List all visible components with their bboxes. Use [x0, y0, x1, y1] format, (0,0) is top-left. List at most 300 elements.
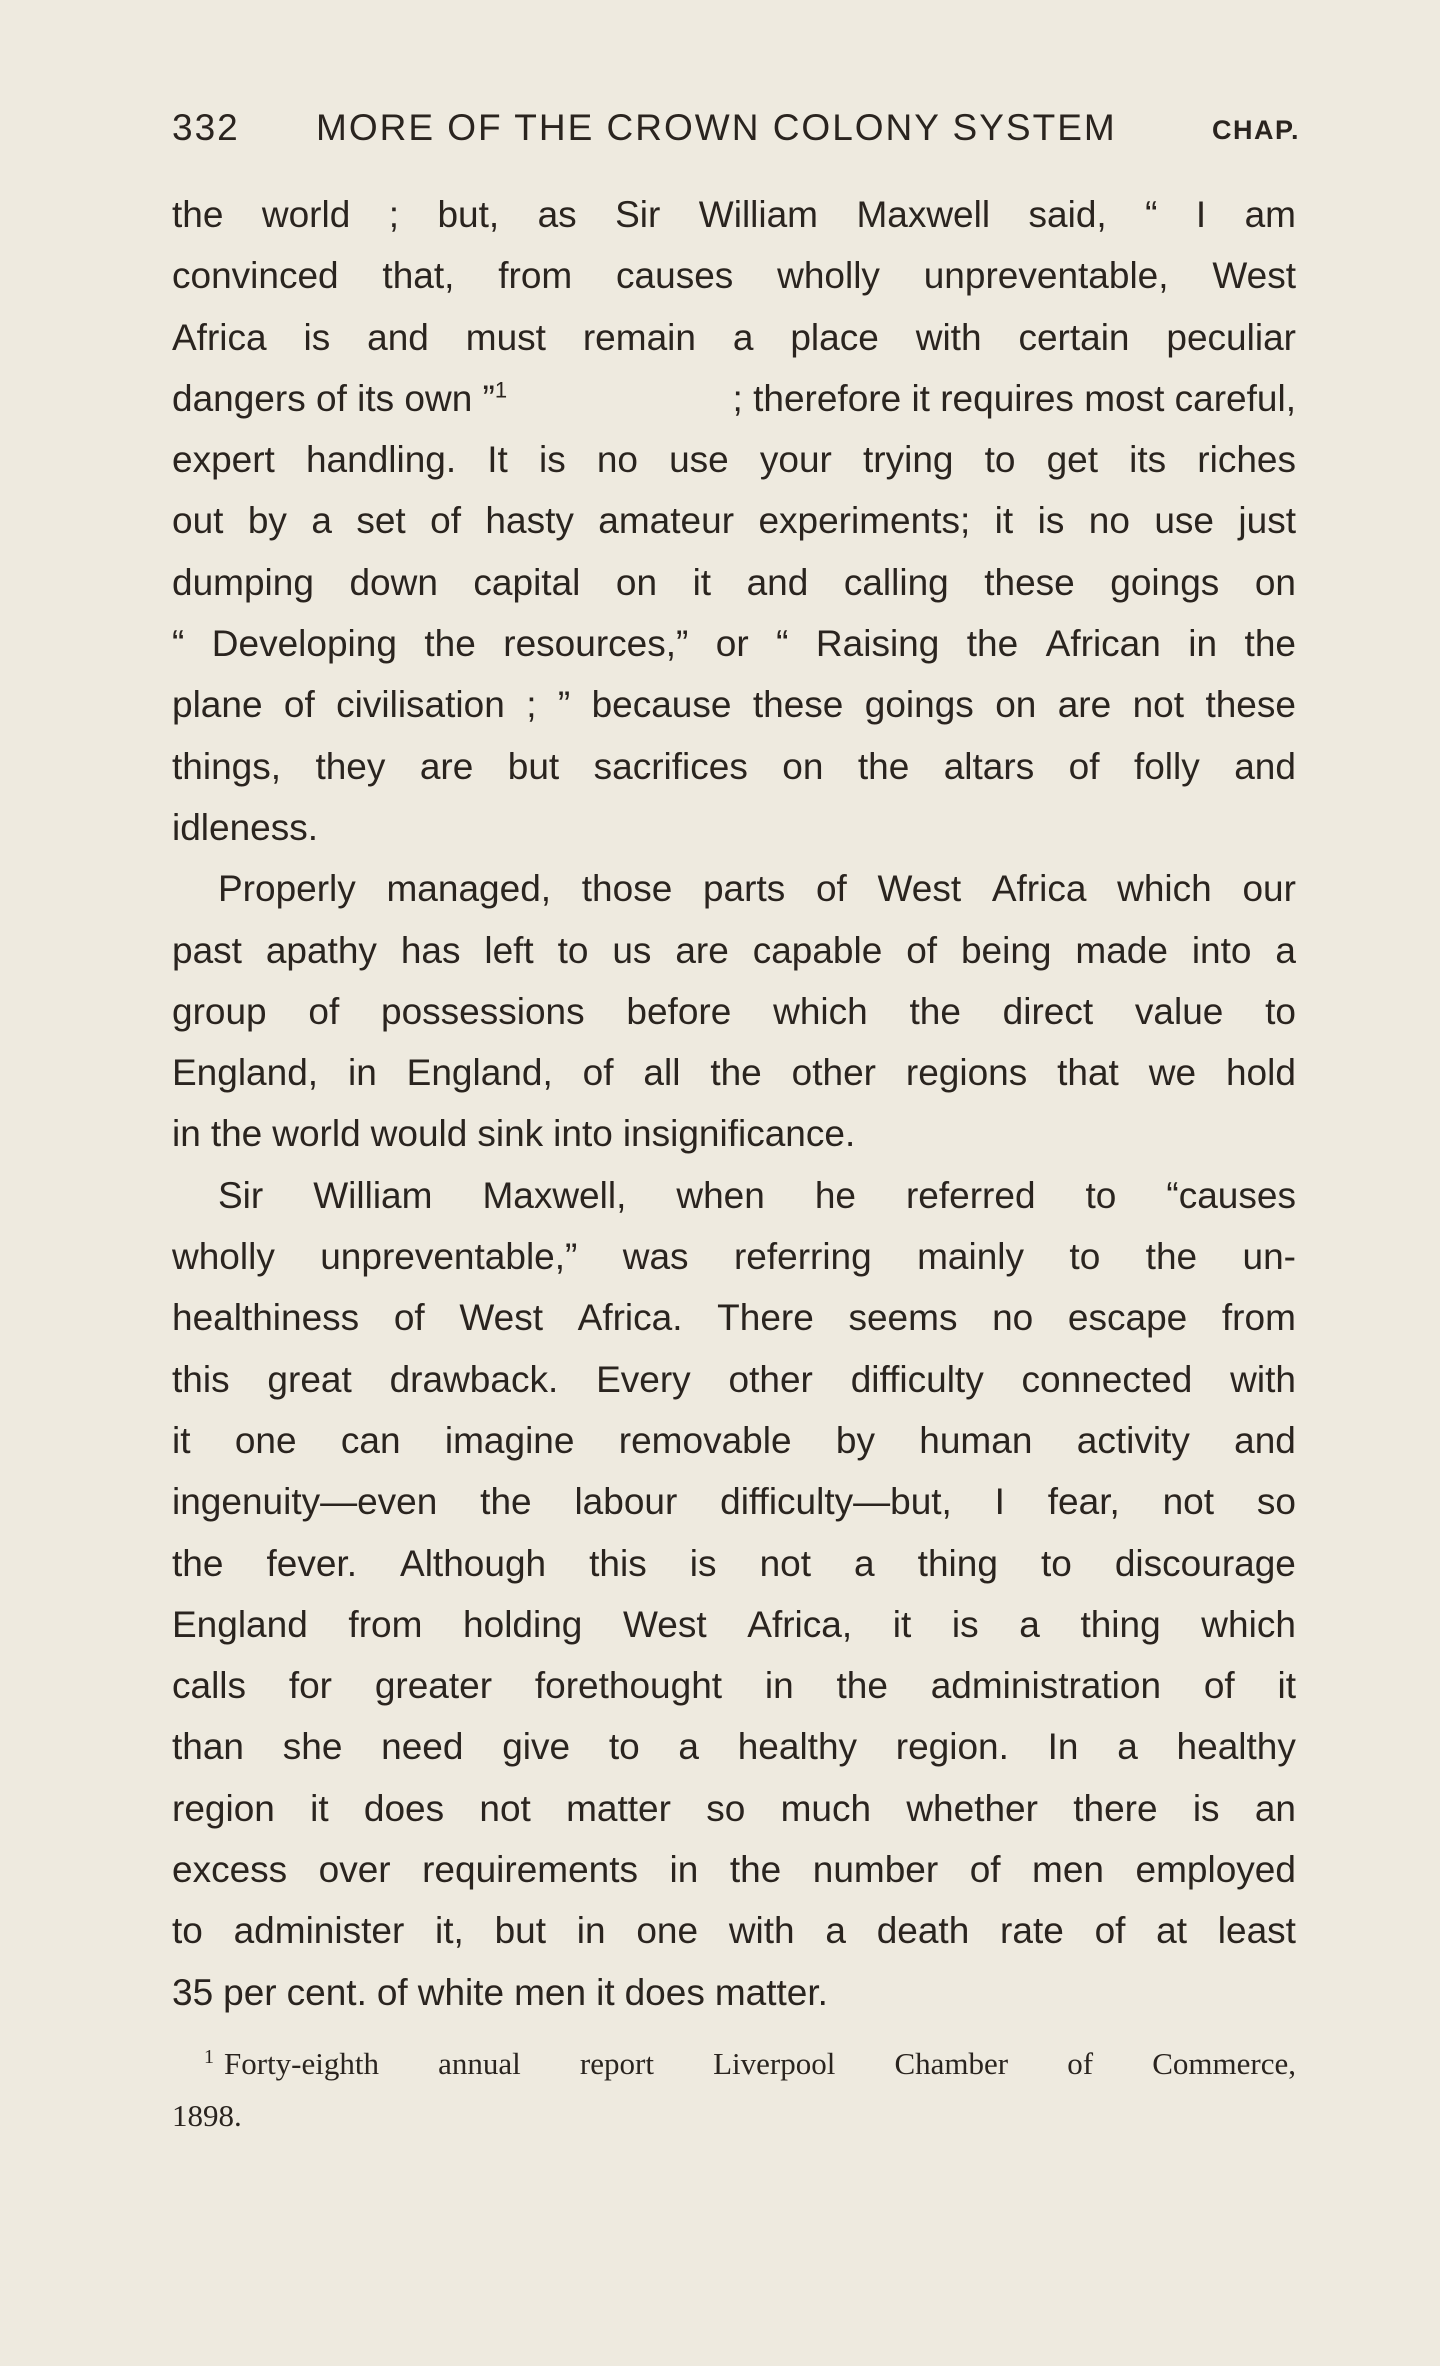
word: down — [349, 561, 438, 603]
word: all — [643, 1052, 681, 1094]
word: death — [876, 1910, 970, 1952]
text-line — [172, 307, 1296, 368]
paragraph-3 — [172, 1165, 1296, 2023]
word: of — [906, 929, 938, 971]
word: of — [308, 990, 340, 1032]
word: per — [223, 1971, 277, 2013]
word: before — [626, 990, 732, 1032]
word: by — [247, 500, 287, 542]
word: and — [367, 316, 429, 358]
word: because — [591, 684, 732, 726]
word: least — [1217, 1910, 1296, 1952]
word: things, — [172, 745, 282, 787]
word: possessions — [381, 990, 585, 1032]
running-header — [172, 100, 1300, 156]
word: peculiar — [1166, 316, 1296, 358]
word: not — [1132, 684, 1185, 726]
word: to — [608, 1726, 640, 1768]
word: in — [1188, 623, 1218, 665]
word: with — [915, 316, 982, 358]
word: imagine — [444, 1419, 575, 1461]
word: its — [1129, 439, 1167, 481]
word: and — [746, 561, 809, 603]
line-text-before-note: dangers of its own ” — [172, 377, 495, 419]
word: cent. — [286, 1971, 367, 2013]
word: administration — [930, 1665, 1162, 1707]
word: not — [1162, 1481, 1215, 1523]
word: a — [825, 1910, 846, 1952]
word: other — [728, 1358, 813, 1400]
word: this — [589, 1542, 647, 1584]
word: at — [1156, 1910, 1188, 1952]
word: causes — [616, 255, 734, 297]
word: no — [596, 439, 638, 481]
word: insignificance. — [622, 1113, 856, 1155]
word: but — [494, 1910, 547, 1952]
word: the — [210, 1113, 263, 1155]
word: in — [669, 1849, 699, 1891]
word: of — [430, 500, 461, 542]
word: labour — [574, 1481, 678, 1523]
text-line — [172, 1594, 1296, 1655]
word: West — [459, 1297, 543, 1339]
word: of — [1094, 1910, 1126, 1952]
word: can — [340, 1419, 401, 1461]
word: so — [706, 1787, 746, 1829]
word: seems — [848, 1297, 958, 1339]
word: Forty-eighth — [224, 2046, 379, 2081]
word: ; — [388, 194, 400, 235]
word: amateur — [598, 500, 735, 542]
word: would — [370, 1113, 468, 1155]
word: West — [877, 868, 962, 910]
word: one — [234, 1419, 297, 1461]
page-number: 332 — [172, 107, 240, 148]
word: Commerce, — [1152, 2046, 1296, 2081]
word: Africa, — [747, 1603, 853, 1645]
word: drawback. — [389, 1358, 559, 1400]
word: place — [790, 316, 879, 358]
word: human — [919, 1419, 1033, 1461]
word: healthy — [1176, 1726, 1296, 1768]
word: use — [1154, 500, 1214, 542]
text-line — [172, 1226, 1296, 1287]
word: healthiness — [172, 1297, 360, 1339]
word: a — [1117, 1726, 1138, 1768]
text-line — [172, 1778, 1296, 1839]
word: in — [172, 1113, 201, 1155]
word: employed — [1135, 1849, 1296, 1891]
word: mainly — [917, 1236, 1025, 1278]
word: Liverpool — [713, 2046, 836, 2081]
word: made — [1075, 929, 1168, 971]
word: world — [261, 194, 351, 235]
word: plane — [172, 684, 263, 726]
word: England — [172, 1603, 308, 1645]
word: administer — [233, 1910, 405, 1952]
word: the — [480, 1481, 532, 1523]
word: escape — [1067, 1297, 1188, 1339]
word: annual — [438, 2046, 521, 2081]
word: report — [579, 2046, 654, 2081]
word: no — [992, 1297, 1034, 1339]
word: to — [1265, 990, 1296, 1032]
word: just — [1238, 500, 1296, 542]
word: the — [1244, 623, 1296, 665]
paragraph-2 — [172, 858, 1296, 1164]
word: Maxwell, — [482, 1174, 627, 1216]
text-line — [172, 674, 1296, 735]
word: to — [1040, 1542, 1072, 1584]
word: of — [1203, 1665, 1235, 1707]
word: un- — [1242, 1236, 1296, 1278]
word: ” — [557, 684, 571, 726]
text-line — [172, 429, 1296, 490]
word: apathy — [265, 929, 377, 971]
word: it — [1277, 1665, 1296, 1707]
word: value — [1134, 990, 1224, 1032]
word: of — [393, 1297, 425, 1339]
word: West — [1212, 255, 1296, 297]
word: but — [507, 745, 560, 787]
word: no — [1088, 500, 1130, 542]
word: is — [689, 1542, 717, 1584]
word: Africa. — [577, 1297, 683, 1339]
word: thing — [1080, 1603, 1161, 1645]
word: said, — [1028, 194, 1107, 235]
word: rate — [1000, 1910, 1064, 1952]
word: region — [172, 1787, 275, 1829]
word: referred — [905, 1174, 1036, 1216]
word: fear, — [1047, 1481, 1120, 1523]
word: that — [1057, 1052, 1119, 1094]
word: number — [812, 1849, 939, 1891]
word: on — [1254, 561, 1296, 603]
word: In — [1047, 1726, 1079, 1768]
word: is — [303, 316, 331, 358]
word: get — [1046, 439, 1099, 481]
word: civilisation — [336, 684, 505, 726]
word: the — [424, 623, 476, 665]
word: our — [1242, 868, 1296, 910]
word: into — [1191, 929, 1252, 971]
word: removable — [618, 1419, 792, 1461]
word: am — [1244, 194, 1296, 235]
word: fever. — [266, 1542, 357, 1584]
word: the — [857, 745, 910, 787]
word: unpreventable, — [923, 255, 1169, 297]
body-text — [172, 184, 1296, 2023]
word: it — [596, 1971, 615, 2013]
text-line — [172, 1839, 1296, 1900]
word: sink — [477, 1113, 544, 1155]
text-line — [172, 613, 1296, 674]
word: a — [854, 1542, 875, 1584]
word: out — [172, 500, 224, 542]
word: great — [267, 1358, 352, 1400]
word: forethought — [534, 1665, 723, 1707]
text-line — [172, 797, 1296, 858]
word: of — [1067, 2046, 1094, 2081]
word: for — [288, 1665, 333, 1707]
word: these — [752, 684, 844, 726]
word: from — [1221, 1297, 1296, 1339]
text-line — [172, 1349, 1296, 1410]
word: wholly — [777, 255, 880, 297]
word: this — [172, 1358, 230, 1400]
word: into — [553, 1113, 613, 1155]
footnote-line — [172, 2038, 1296, 2090]
word: as — [537, 194, 577, 235]
word: set — [356, 500, 406, 542]
line-before-note — [172, 368, 507, 429]
word: or — [715, 623, 749, 665]
word: whether — [906, 1787, 1038, 1829]
word: handling. — [305, 439, 457, 481]
word: of — [283, 684, 315, 726]
word: to — [1085, 1174, 1117, 1216]
word: a — [732, 316, 754, 358]
word: difficulty—but, — [720, 1481, 952, 1523]
word: it — [172, 1419, 191, 1461]
chapter-label: CHAP. — [1211, 115, 1300, 145]
word: resources,” — [503, 623, 689, 665]
word: much — [780, 1787, 872, 1829]
word: the — [1145, 1236, 1198, 1278]
word: are — [1057, 684, 1112, 726]
word: excess — [172, 1849, 288, 1891]
word: connected — [1021, 1358, 1193, 1400]
text-line — [172, 736, 1296, 797]
word: she — [282, 1726, 343, 1768]
footnote-line — [172, 2090, 1296, 2142]
footnote-year: 1898. — [172, 2098, 242, 2133]
text-line — [172, 920, 1296, 981]
word: past — [172, 929, 242, 971]
word: being — [960, 929, 1052, 971]
word: There — [717, 1297, 814, 1339]
word: to — [1069, 1236, 1101, 1278]
text-line — [172, 1287, 1296, 1348]
word: calling — [843, 561, 949, 603]
word: of — [815, 868, 847, 910]
word: riches — [1197, 439, 1296, 481]
word: discourage — [1114, 1542, 1296, 1584]
word: thing — [917, 1542, 998, 1584]
word: regions — [905, 1052, 1028, 1094]
text-line — [172, 490, 1296, 551]
word: altars — [943, 745, 1035, 787]
word: us — [612, 929, 652, 971]
word: certain — [1018, 316, 1130, 358]
word: ingenuity—even — [172, 1481, 438, 1523]
word: was — [622, 1236, 689, 1278]
word: Sir — [615, 194, 661, 235]
word: a — [311, 500, 332, 542]
word: dumping — [172, 561, 314, 603]
word: on — [995, 684, 1037, 726]
word: expert — [172, 439, 275, 481]
word: than — [172, 1726, 245, 1768]
word: trying — [863, 439, 954, 481]
word: healthy — [737, 1726, 858, 1768]
word: on — [615, 561, 658, 603]
word: it, — [435, 1910, 464, 1952]
word: capital — [473, 561, 581, 603]
word: calls — [172, 1665, 247, 1707]
word: wholly — [172, 1236, 275, 1278]
word: the — [172, 194, 224, 235]
word: not — [759, 1542, 811, 1584]
word: white — [417, 1971, 505, 2013]
word: is — [1037, 500, 1065, 542]
word: Properly — [218, 868, 356, 910]
text-line — [172, 1103, 1296, 1164]
word: managed, — [386, 868, 552, 910]
word: hasty — [485, 500, 574, 542]
word: of — [376, 1971, 408, 2013]
paragraph-1 — [172, 184, 1296, 858]
word: which — [1201, 1603, 1296, 1645]
word: left — [484, 929, 534, 971]
word: England, — [406, 1052, 553, 1094]
footnote — [172, 2038, 1296, 2142]
word: not — [479, 1787, 531, 1829]
word: with — [1230, 1358, 1296, 1400]
word: it — [310, 1787, 329, 1829]
word: holding — [463, 1603, 583, 1645]
word: one — [636, 1910, 699, 1952]
word: experiments; — [758, 500, 971, 542]
word: Raising — [815, 623, 940, 665]
word: we — [1148, 1052, 1197, 1094]
word: unpreventable,” — [320, 1236, 578, 1278]
word: which — [773, 990, 868, 1032]
word: requirements — [422, 1849, 639, 1891]
word: other — [791, 1052, 876, 1094]
word: these — [984, 561, 1075, 603]
word: difficulty — [850, 1358, 984, 1400]
word: greater — [374, 1665, 493, 1707]
word: activity — [1076, 1419, 1190, 1461]
word: England, — [172, 1052, 319, 1094]
word: group — [172, 990, 267, 1032]
word: use — [669, 439, 729, 481]
word: does — [624, 1971, 705, 2013]
word: hold — [1225, 1052, 1296, 1094]
word: to — [172, 1910, 203, 1952]
word: Chamber — [894, 2046, 1009, 2081]
word: over — [318, 1849, 391, 1891]
word: with — [728, 1910, 795, 1952]
word: in — [576, 1910, 606, 1952]
word: in — [347, 1052, 377, 1094]
text-line-with-note — [172, 368, 1296, 429]
text-line — [172, 184, 1296, 245]
word: William — [698, 194, 818, 235]
word: remain — [582, 316, 696, 358]
word: Maxwell — [856, 194, 991, 235]
word: I — [994, 1481, 1005, 1523]
word: convinced — [172, 255, 339, 297]
word: that, — [382, 255, 455, 297]
word: of — [1068, 745, 1100, 787]
running-title: MORE OF THE CROWN COLONY SYSTEM — [316, 107, 1117, 148]
text-line — [172, 1900, 1296, 1961]
word: the — [966, 623, 1019, 665]
word: “ — [1145, 194, 1158, 235]
word: so — [1256, 1481, 1296, 1523]
word: men — [514, 1971, 587, 2013]
word: of — [582, 1052, 614, 1094]
text-line — [172, 1165, 1296, 1226]
word: of — [969, 1849, 1001, 1891]
word: your — [759, 439, 832, 481]
word: “ — [776, 623, 789, 665]
word: is — [1192, 1787, 1220, 1829]
word: referring — [733, 1236, 872, 1278]
word: matter. — [714, 1971, 828, 2013]
footnote-reference: 1 — [494, 377, 508, 403]
word: parts — [702, 868, 786, 910]
word: African — [1045, 623, 1161, 665]
word: when — [676, 1174, 765, 1216]
word: need — [381, 1726, 464, 1768]
word: are — [675, 929, 729, 971]
word: to — [557, 929, 589, 971]
word: I — [1195, 194, 1207, 235]
word: which — [1117, 868, 1212, 910]
text-line — [172, 1962, 1296, 2023]
text-line — [172, 245, 1296, 306]
word: in — [764, 1665, 794, 1707]
line-text-after-note: ; therefore it requires most careful, — [732, 377, 1296, 419]
word: to — [984, 439, 1016, 481]
word: capable — [752, 929, 883, 971]
word: these — [1205, 684, 1296, 726]
text-line — [172, 1655, 1296, 1716]
word: are — [419, 745, 474, 787]
word: goings — [864, 684, 974, 726]
word: on — [782, 745, 824, 787]
word: Africa — [991, 868, 1087, 910]
text-line — [172, 1533, 1296, 1594]
word: there — [1073, 1787, 1158, 1829]
word: it — [994, 500, 1014, 542]
word: from — [498, 255, 573, 297]
word: the — [729, 1849, 782, 1891]
word: world — [272, 1113, 361, 1155]
word: and — [1234, 745, 1296, 787]
word: give — [502, 1726, 571, 1768]
word: region. — [895, 1726, 1009, 1768]
word: Every — [596, 1358, 691, 1400]
word: has — [400, 929, 461, 971]
word: “causes — [1166, 1174, 1296, 1216]
word: 35 — [172, 1971, 214, 2013]
word: does — [363, 1787, 445, 1829]
word: It — [487, 439, 508, 481]
word: a — [1275, 929, 1296, 971]
word: from — [348, 1603, 423, 1645]
word: goings — [1110, 561, 1220, 603]
word: “ — [172, 623, 185, 665]
text-line — [172, 1042, 1296, 1103]
word: West — [623, 1603, 707, 1645]
word: a — [1019, 1603, 1040, 1645]
word: a — [678, 1726, 699, 1768]
word: Although — [400, 1542, 547, 1584]
